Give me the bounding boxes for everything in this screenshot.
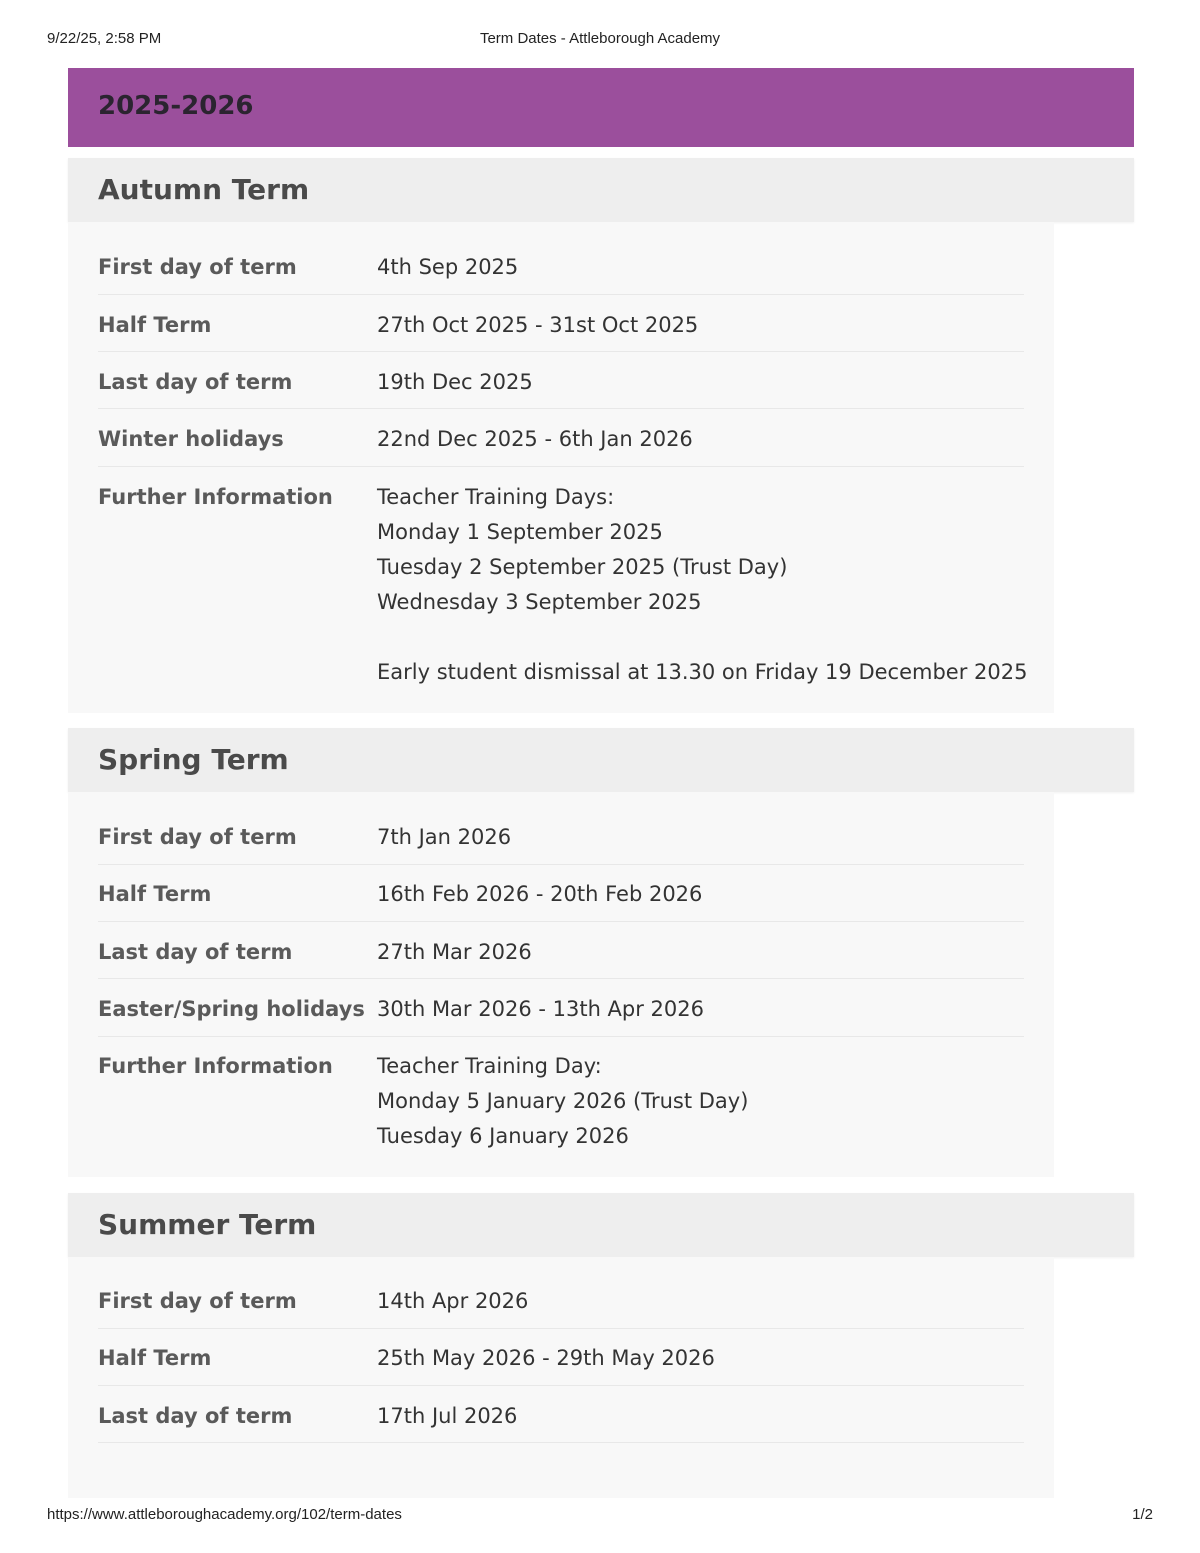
term-row (98, 992, 1024, 1037)
page-counter: 1/2 (1132, 1506, 1153, 1523)
term-row (98, 820, 1024, 865)
page-url: https://www.attleboroughacademy.org/102/term-dates (47, 1506, 402, 1523)
term-title: Spring Term (98, 743, 289, 776)
row-label: Further Information (98, 485, 333, 509)
term-title: Autumn Term (98, 173, 310, 206)
row-value: 14th Apr 2026 (377, 1289, 529, 1313)
print-page-title: Term Dates - Attleborough Academy (479, 30, 721, 47)
print-header (47, 30, 1153, 50)
term-row (98, 1341, 1024, 1386)
row-label: Last day of term (98, 370, 293, 394)
row-value: Teacher Training Day: Monday 5 January 2026 (Trust Day) Tuesday 6 January 2026 (377, 1054, 749, 1148)
term-row (98, 250, 1024, 295)
term-header-summer (68, 1193, 1134, 1257)
row-label: First day of term (98, 1289, 297, 1313)
row-value: Teacher Training Days: Monday 1 September 2025 Tuesday 2 September 2025 (Trust Day) Wednesday 3 September 2025 Early student dismissal at 13.30 on Friday 19 December 2025 (377, 485, 1028, 684)
term-body-autumn (68, 222, 1054, 713)
row-value: 27th Mar 2026 (377, 940, 532, 964)
row-value: 19th Dec 2025 (377, 370, 533, 394)
term-row (98, 935, 1024, 979)
row-value: 7th Jan 2026 (377, 825, 512, 849)
row-value: 22nd Dec 2025 - 6th Jan 2026 (377, 427, 693, 451)
row-label: First day of term (98, 825, 297, 849)
term-row (98, 1399, 1024, 1443)
row-label: Further Information (98, 1054, 333, 1078)
row-label: Easter/Spring holidays (98, 997, 365, 1021)
row-label: Half Term (98, 882, 212, 906)
row-label: Half Term (98, 1346, 212, 1370)
term-row (98, 308, 1024, 352)
row-label: Half Term (98, 313, 212, 337)
term-row (98, 877, 1024, 922)
row-value: 27th Oct 2025 - 31st Oct 2025 (377, 313, 699, 337)
row-value: 4th Sep 2025 (377, 255, 519, 279)
term-row (98, 1049, 1024, 1164)
row-label: First day of term (98, 255, 297, 279)
term-row (98, 422, 1024, 467)
term-row (98, 1284, 1024, 1329)
print-datetime: 9/22/25, 2:58 PM (47, 30, 162, 47)
term-body-spring (68, 792, 1054, 1177)
row-value: 25th May 2026 - 29th May 2026 (377, 1346, 715, 1370)
term-header-spring (68, 728, 1134, 792)
row-value: 30th Mar 2026 - 13th Apr 2026 (377, 997, 704, 1021)
term-row (98, 365, 1024, 409)
row-label: Last day of term (98, 1404, 293, 1428)
term-header-autumn (68, 158, 1134, 222)
year-label: 2025-2026 (98, 91, 254, 121)
row-label: Last day of term (98, 940, 293, 964)
row-value: 16th Feb 2026 - 20th Feb 2026 (377, 882, 703, 906)
term-title: Summer Term (98, 1208, 317, 1241)
row-label: Winter holidays (98, 427, 284, 451)
print-footer (47, 1506, 1153, 1526)
year-banner (68, 68, 1134, 147)
term-body-summer (68, 1257, 1054, 1498)
term-row (98, 480, 1028, 700)
row-value: 17th Jul 2026 (377, 1404, 518, 1428)
